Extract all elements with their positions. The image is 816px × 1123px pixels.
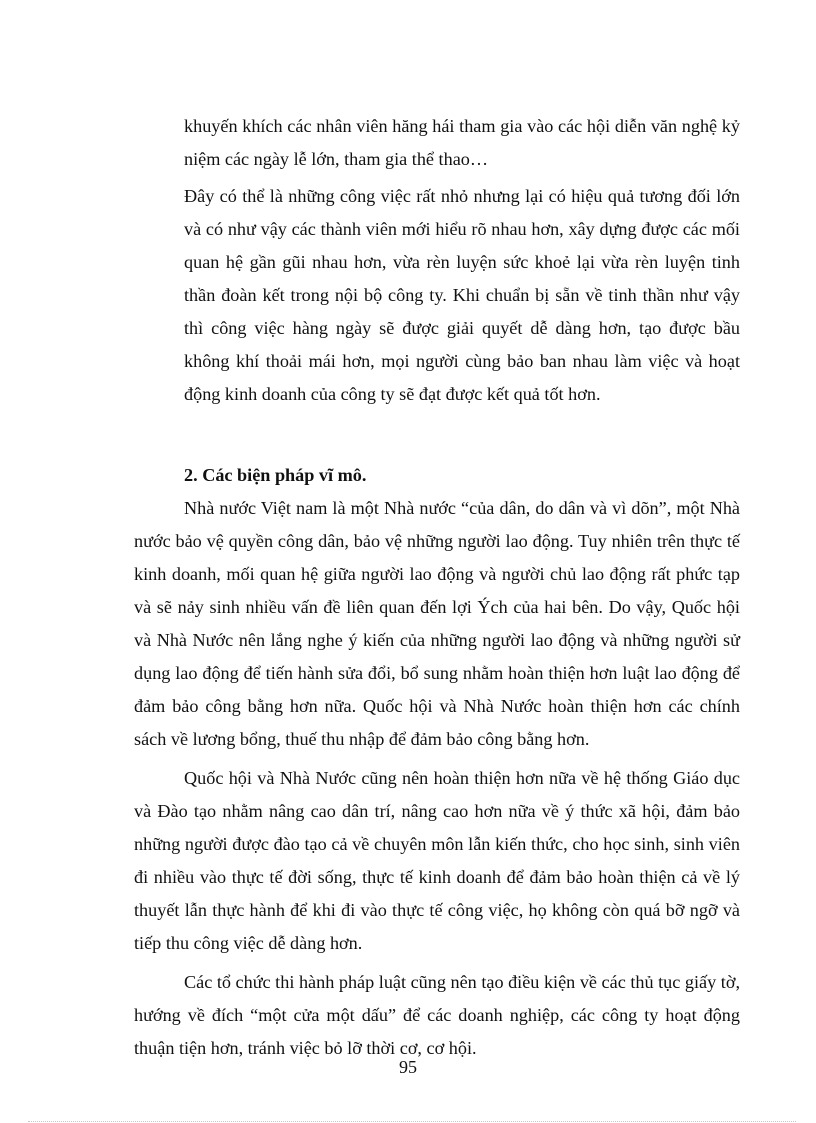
paragraph-state-role: Nhà nước Việt nam là một Nhà nước “của dân, do dân và vì dõn”, một Nhà nước bảo vệ quyền công dân, bảo vệ những người lao động. Tuy nhiên trên thực tế kinh doanh, mối quan hệ giữa người lao động và người chủ lao động rất phức tạp và sẽ nảy sinh nhiều vấn đề liên quan đến lợi Ých của hai bên. Do vậy, Quốc hội và Nhà Nước nên lắng nghe ý kiến của những người lao động và những người sử dụng lao động để tiến hành sửa đổi, bổ sung nhằm hoàn thiện hơn luật lao động để đảm bảo công bằng hơn nữa. Quốc hội và Nhà Nước hoàn thiện hơn các chính sách về lương bổng, thuế thu nhập để đảm bảo công bằng hơn. xyxy=(134,498,740,749)
page-bottom-divider xyxy=(28,1121,796,1122)
paragraph-continuation: khuyến khích các nhân viên hăng hái tham gia vào các hội diễn văn nghệ kỷ niệm các ngày lễ lớn, tham gia thể thao… xyxy=(184,116,740,169)
paragraph-education: Quốc hội và Nhà Nước cũng nên hoàn thiện hơn nữa về hệ thống Giáo dục và Đào tạo nhằm nâng cao dân trí, nâng cao hơn nữa về ý thức xã hội, đảm bảo những người được đào tạo cả về chuyên môn lẫn kiến thức, cho học sinh, sinh viên đi nhiều vào thực tế đời sống, thực tế kinh doanh để đảm bảo hoàn thiện cả về lý thuyết lẫn thực hành để khi đi vào thực tế công việc, họ không còn quá bỡ ngỡ và tiếp thu công việc dễ dàng hơn. xyxy=(134,768,740,953)
page-number: 95 xyxy=(399,1057,417,1077)
paragraph-procedures: Các tổ chức thi hành pháp luật cũng nên tạo điều kiện về các thủ tục giấy tờ, hướng về đích “một cửa một dấu” để các doanh nghiệp, các công ty hoạt động thuận tiện hơn, tránh việc bỏ lỡ thời cơ, cơ hội. xyxy=(134,972,740,1058)
paragraph-benefits: Đây có thể là những công việc rất nhỏ nhưng lại có hiệu quả tương đối lớn và có như vậy các thành viên mới hiểu rõ nhau hơn, xây dựng được các mối quan hệ gần gũi nhau hơn, vừa rèn luyện sức khoẻ lại vừa rèn luyện tinh thần đoàn kết trong nội bộ công ty. Khi chuẩn bị sẵn về tinh thần như vậy thì công việc hàng ngày sẽ được giải quyết dễ dàng hơn, tạo được bầu không khí thoải mái hơn, mọi người cùng bảo ban nhau làm việc và hoạt động kinh doanh của công ty sẽ đạt được kết quả tốt hơn. xyxy=(184,186,740,404)
page-content xyxy=(134,110,740,1065)
section-heading: 2. Các biện pháp vĩ mô. xyxy=(184,465,367,485)
